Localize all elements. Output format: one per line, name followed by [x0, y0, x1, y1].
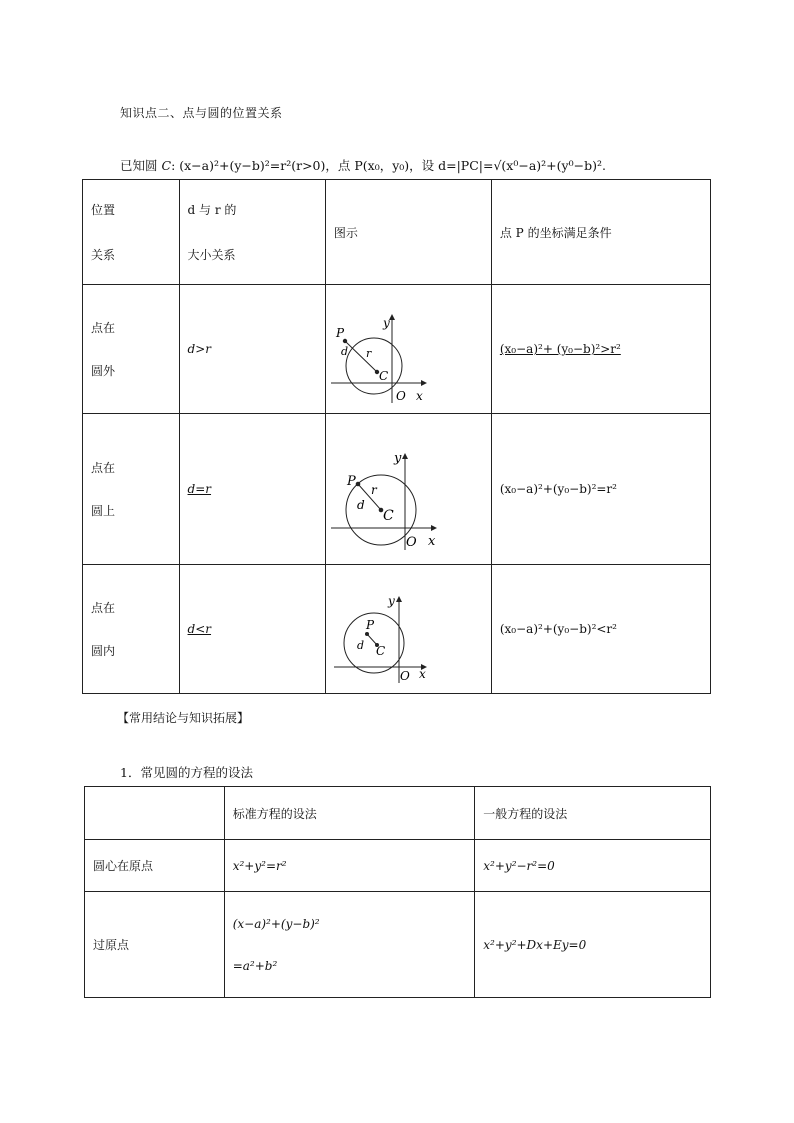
header-blank [85, 787, 225, 840]
header-diagram: 图示 [325, 180, 491, 285]
point-outside-diagram [326, 285, 491, 410]
label-y: y [393, 451, 402, 466]
header-position-line2: 关系 [91, 248, 116, 262]
row-position-line2: 圆外 [91, 364, 116, 378]
table-row [85, 840, 711, 892]
row-relation [179, 565, 325, 694]
label-y: y [387, 594, 395, 608]
header-condition: 点 P 的坐标满足条件 [491, 180, 710, 285]
row-standard [224, 840, 475, 892]
given-circle: C [161, 158, 172, 173]
label-d: d [356, 639, 364, 652]
extension-title: 【常用结论与知识拓展】 [117, 711, 250, 725]
row-position [83, 285, 180, 414]
label-C: C [375, 644, 386, 658]
label-P: P [365, 618, 374, 632]
relation-text: d<r [187, 622, 212, 636]
header-position [83, 180, 180, 285]
condition-text: (x₀−a)²+(y₀−b)²=r² [499, 482, 617, 496]
row-position [83, 565, 180, 694]
section-title: 知识点二、点与圆的位置关系 [120, 106, 283, 120]
condition-text: (x₀−a)²+(y₀−b)²<r² [499, 622, 617, 636]
standard-eq: x²+y²=r² [232, 858, 287, 873]
label-y: y [382, 316, 390, 330]
point-inside-diagram [326, 565, 491, 690]
table-header-row [83, 180, 711, 285]
label-x: x [427, 534, 436, 549]
given-statement [120, 156, 606, 174]
relation-text: d>r [187, 342, 212, 356]
label-C: C [382, 508, 394, 524]
row-general [475, 840, 711, 892]
header-general: 一般方程的设法 [475, 787, 711, 840]
circle-equation-table [84, 786, 711, 998]
row-diagram [325, 565, 491, 694]
header-dr [179, 180, 325, 285]
row-condition [491, 285, 710, 414]
row-general [475, 892, 711, 998]
row-diagram [325, 414, 491, 565]
header-standard: 标准方程的设法 [224, 787, 475, 840]
row-relation [179, 414, 325, 565]
label-r: r [370, 483, 377, 497]
label-C: C [378, 369, 389, 383]
label-d: d [356, 498, 365, 512]
row-condition [491, 414, 710, 565]
general-eq: x²+y²+Dx+Ey=0 [483, 937, 587, 952]
given-equation: : (x−a)²+(y−b)²=r²(r>0)，点 P(x₀，y₀)，设 d=|PC|=√(x⁰−a)²+(y⁰−b)². [171, 158, 606, 173]
header-dr-line2: 大小关系 [187, 248, 236, 262]
label-O: O [399, 669, 410, 683]
row-diagram [325, 285, 491, 414]
row-position-line2: 圆上 [91, 504, 116, 518]
standard-eq-line1: (x−a)²+(y−b)² [232, 916, 320, 931]
row-position-line1: 点在 [91, 321, 116, 335]
condition-text: (x₀−a)²+ (y₀−b)²>r² [499, 342, 621, 356]
table-row [85, 892, 711, 998]
position-relation-table [82, 179, 711, 694]
row-position-line1: 点在 [91, 461, 116, 475]
table-row [83, 285, 711, 414]
label-O: O [395, 389, 406, 403]
row-position-line1: 点在 [91, 601, 116, 615]
header-dr-line1: d 与 r 的 [187, 203, 237, 217]
label-x: x [418, 667, 426, 681]
label-P: P [346, 474, 356, 489]
row-label: 圆心在原点 [85, 840, 225, 892]
table-row [83, 414, 711, 565]
point-on-diagram [326, 414, 491, 561]
standard-eq-line2: =a²+b² [232, 958, 278, 973]
header-position-line1: 位置 [91, 203, 116, 217]
row-condition [491, 565, 710, 694]
label-O: O [405, 535, 417, 550]
label-r: r [365, 347, 372, 360]
label-x: x [415, 389, 423, 403]
label-d: d [340, 345, 348, 358]
subsection-title: 1．常见圆的方程的设法 [120, 765, 253, 780]
relation-text: d=r [187, 482, 212, 496]
row-relation [179, 285, 325, 414]
row-label: 过原点 [85, 892, 225, 998]
row-standard [224, 892, 475, 998]
table-row [83, 565, 711, 694]
row-position-line2: 圆内 [91, 644, 116, 658]
general-eq: x²+y²−r²=0 [483, 858, 555, 873]
label-P: P [335, 326, 344, 340]
row-position [83, 414, 180, 565]
given-prefix: 已知圆 [120, 158, 162, 173]
table-header-row [85, 787, 711, 840]
